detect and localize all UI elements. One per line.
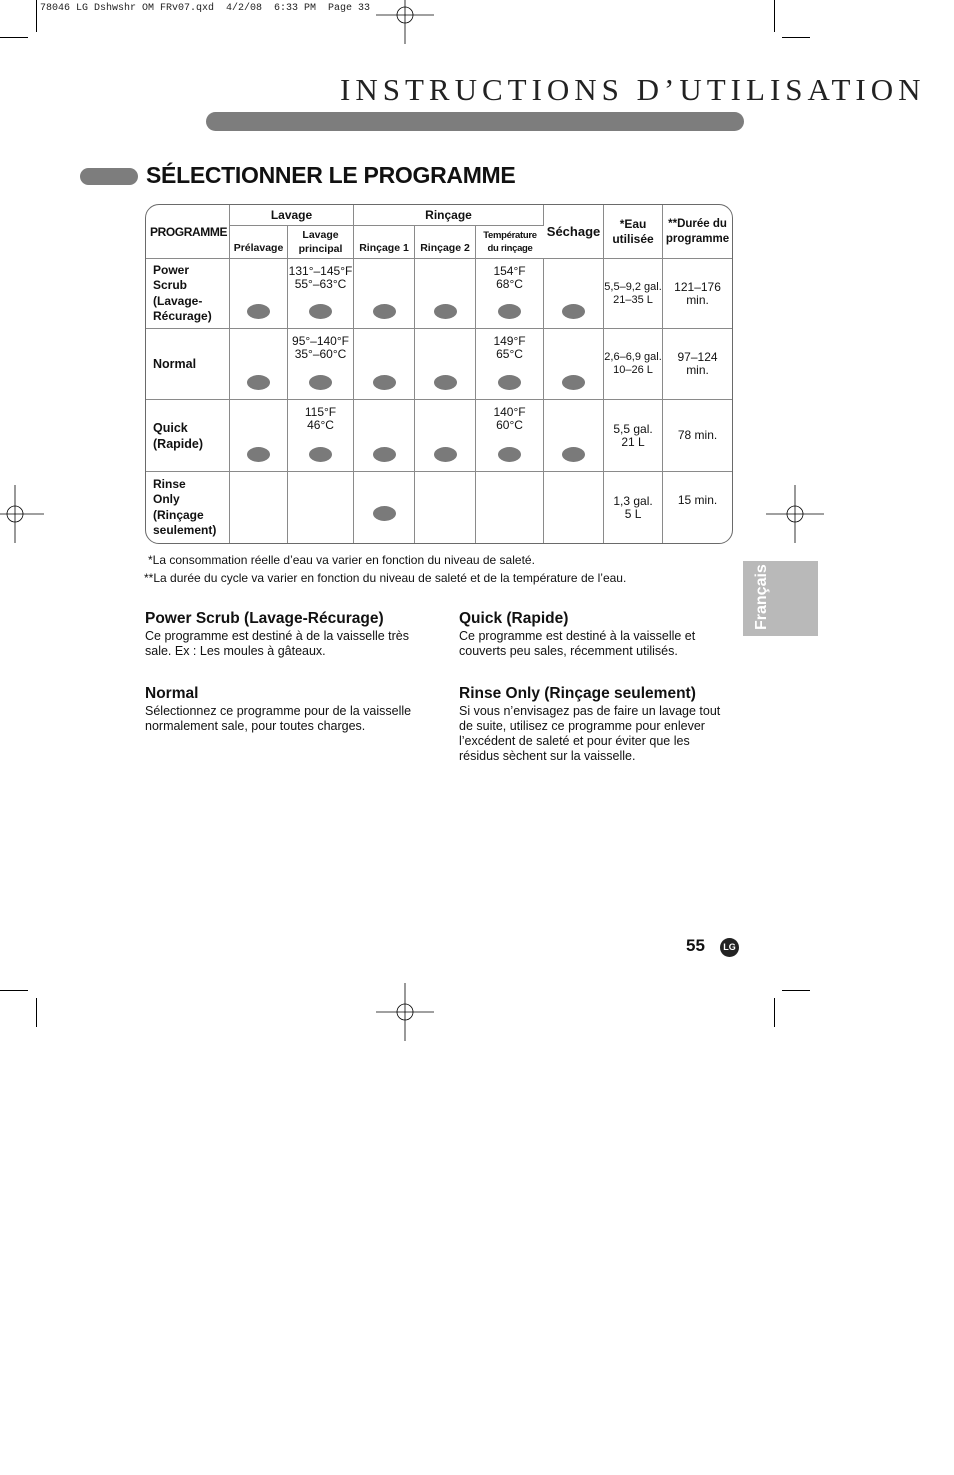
cell-temperature-rincage — [476, 472, 544, 543]
section-title: SÉLECTIONNER LE PROGRAMME — [146, 162, 516, 188]
header-programme: PROGRAMME — [146, 205, 230, 259]
cell-lavage-principal — [288, 259, 354, 329]
step-indicator-icon — [562, 304, 585, 319]
step-indicator-icon — [562, 375, 585, 390]
duration-unit: min. — [686, 292, 709, 307]
header-prelavage: Prélavage — [230, 226, 288, 259]
footnote-duration: **La durée du cycle va varier en fonction du niveau de saleté et de la température de l’eau. — [144, 571, 627, 585]
duration-unit: min. — [686, 363, 709, 377]
duration-range: 15 min. — [677, 493, 718, 507]
cell-sechage — [544, 400, 604, 472]
row-name-normal — [146, 329, 230, 400]
cell-duree — [663, 329, 732, 400]
cell-lavage-principal — [288, 329, 354, 400]
temp-celsius: 55°–63°C — [294, 277, 347, 291]
cell-duree — [663, 472, 732, 543]
cell-duree — [663, 259, 732, 329]
step-indicator-icon — [247, 375, 270, 390]
table-row — [146, 400, 732, 472]
page-number: 55 — [686, 936, 705, 955]
header-temperature-rincage — [476, 226, 544, 259]
temp-celsius: 46°C — [307, 418, 334, 432]
row-name-line: (Rapide) — [153, 436, 203, 451]
row-name-line: Récurage) — [153, 309, 212, 323]
title-rule — [206, 112, 744, 131]
header-lavage-principal-line2: principal — [298, 243, 343, 255]
crop-mark — [0, 37, 28, 38]
document-title: INSTRUCTIONS D’UTILISATION — [340, 72, 926, 107]
crop-mark — [774, 998, 775, 1027]
cell-rincage-1 — [354, 400, 415, 472]
header-rincage-2: Rinçage 2 — [415, 226, 476, 259]
crop-mark — [782, 990, 810, 991]
crop-mark — [36, 998, 37, 1027]
temp-fahrenheit: 154°F — [493, 264, 526, 278]
temp-fahrenheit: 131°–145°F — [288, 264, 353, 278]
section-marker — [80, 168, 138, 185]
crop-mark — [782, 37, 810, 38]
header-lavage: Lavage — [230, 205, 354, 226]
cell-prelavage — [230, 400, 288, 472]
header-eau-line1: *Eau — [619, 216, 647, 231]
row-name-line: Power — [153, 262, 190, 277]
registration-mark-icon — [766, 485, 824, 543]
step-indicator-icon — [562, 447, 585, 462]
rinse-only-heading: Rinse Only (Rinçage seulement) — [459, 685, 696, 702]
rinse-only-text: Si vous n’envisagez pas de faire un lavage tout de suite, utilisez ce programme pour enlever l’excédent de saleté et pour éviter que les résidus sèchent sur la vaisselle. — [459, 704, 721, 763]
row-name-line: (Lavage- — [153, 293, 203, 308]
step-indicator-icon — [373, 304, 396, 319]
water-gallons: 1,3 gal. — [613, 493, 653, 508]
header-eau-line2: utilisée — [612, 231, 654, 246]
language-tab — [743, 561, 818, 636]
step-indicator-icon — [373, 506, 396, 521]
footnote-water: *La consommation réelle d’eau va varier en fonction du niveau de saleté. — [148, 553, 535, 567]
water-gallons: 5,5 gal. — [613, 421, 653, 436]
cell-prelavage — [230, 329, 288, 400]
duration-range: 97–124 — [677, 350, 718, 364]
crop-mark — [36, 0, 37, 32]
cell-temperature-rincage — [476, 329, 544, 400]
cell-rincage-1 — [354, 329, 415, 400]
temp-celsius: 35°–60°C — [294, 347, 347, 361]
registration-mark-icon — [376, 0, 434, 44]
crop-mark — [0, 990, 28, 991]
power-scrub-text: Ce programme est destiné à de la vaisselle très sale. Ex : Les moules à gâteaux. — [145, 629, 410, 658]
step-indicator-icon — [309, 304, 332, 319]
temp-fahrenheit: 140°F — [493, 405, 526, 419]
quick-text: Ce programme est destiné à la vaisselle et couverts peu sales, récemment utilisés. — [459, 629, 696, 658]
cell-rincage-2 — [415, 259, 476, 329]
row-name-line: Normal — [153, 357, 197, 371]
step-indicator-icon — [373, 375, 396, 390]
temp-fahrenheit: 149°F — [493, 334, 526, 348]
cell-duree — [663, 400, 732, 472]
step-indicator-icon — [434, 447, 457, 462]
header-sechage: Séchage — [544, 205, 604, 259]
language-tab-label: Français — [753, 564, 770, 630]
cell-sechage — [544, 329, 604, 400]
water-liters: 21–35 L — [613, 293, 653, 306]
header-rincage-1: Rinçage 1 — [354, 226, 415, 259]
duration-range: 78 min. — [677, 428, 718, 442]
cell-prelavage — [230, 259, 288, 329]
water-gallons: 2,6–6,9 gal. — [604, 351, 662, 363]
normal-text: Sélectionnez ce programme pour de la vaisselle normalement sale, pour toutes charges. — [145, 704, 412, 733]
cell-prelavage — [230, 472, 288, 543]
registration-mark-icon — [376, 983, 434, 1041]
temp-celsius: 65°C — [496, 347, 523, 361]
cell-temperature-rincage — [476, 400, 544, 472]
cell-sechage — [544, 472, 604, 543]
step-indicator-icon — [434, 375, 457, 390]
registration-mark-icon — [0, 485, 44, 543]
header-temp-line2: du rinçage — [487, 243, 533, 254]
cell-temperature-rincage — [476, 259, 544, 329]
row-name-line: Only — [153, 492, 180, 506]
step-indicator-icon — [247, 447, 270, 462]
lg-logo-icon: LG — [720, 938, 739, 957]
cell-eau — [604, 472, 663, 543]
water-gallons: 5,5–9,2 gal. — [604, 280, 662, 293]
temp-fahrenheit: 95°–140°F — [292, 334, 349, 348]
cell-rincage-1 — [354, 472, 415, 543]
row-name-power-scrub — [146, 259, 230, 329]
table-row — [146, 329, 732, 400]
print-slug: 78046 LG Dshwshr OM FRv07.qxd 4/2/08 6:33 PM Page 33 — [40, 3, 371, 14]
water-liters: 21 L — [621, 434, 645, 449]
cell-eau — [604, 259, 663, 329]
normal-heading: Normal — [145, 685, 199, 702]
header-duree-line1: **Durée du — [668, 217, 727, 230]
header-eau — [604, 205, 663, 259]
cell-rincage-1 — [354, 259, 415, 329]
water-liters: 10–26 L — [613, 364, 653, 376]
temp-celsius: 60°C — [496, 418, 523, 432]
row-name-line: seulement) — [153, 523, 217, 537]
header-lavage-principal — [288, 226, 354, 259]
row-name-line: (Rinçage — [153, 507, 204, 522]
step-indicator-icon — [498, 304, 521, 319]
cell-rincage-2 — [415, 400, 476, 472]
step-indicator-icon — [498, 447, 521, 462]
row-name-line: Scrub — [153, 278, 188, 292]
cell-lavage-principal — [288, 400, 354, 472]
header-temp-line1: Température — [483, 230, 537, 241]
table-row — [146, 259, 732, 329]
header-duree — [663, 205, 732, 259]
step-indicator-icon — [434, 304, 457, 319]
table-row — [146, 472, 732, 543]
row-name-line: Quick — [153, 420, 188, 435]
row-name-quick — [146, 400, 230, 472]
header-duree-line2: programme — [665, 232, 730, 245]
step-indicator-icon — [247, 304, 270, 319]
step-indicator-icon — [309, 375, 332, 390]
duration-range: 121–176 — [674, 279, 721, 294]
power-scrub-heading: Power Scrub (Lavage-Récurage) — [145, 610, 384, 627]
quick-heading: Quick (Rapide) — [459, 610, 569, 627]
cell-eau — [604, 329, 663, 400]
temp-fahrenheit: 115°F — [304, 405, 337, 419]
row-name-line: Rinse — [153, 476, 186, 491]
row-name-rinse-only — [146, 472, 230, 543]
cell-eau — [604, 400, 663, 472]
cell-lavage-principal — [288, 472, 354, 543]
cell-rincage-2 — [415, 472, 476, 543]
step-indicator-icon — [373, 447, 396, 462]
header-rincage: Rinçage — [354, 205, 544, 226]
temp-celsius: 68°C — [496, 277, 523, 291]
header-lavage-principal-line1: Lavage — [302, 229, 339, 241]
water-liters: 5 L — [624, 506, 642, 521]
step-indicator-icon — [498, 375, 521, 390]
program-table — [145, 204, 731, 544]
step-indicator-icon — [309, 447, 332, 462]
cell-sechage — [544, 259, 604, 329]
crop-mark — [774, 0, 775, 32]
cell-rincage-2 — [415, 329, 476, 400]
